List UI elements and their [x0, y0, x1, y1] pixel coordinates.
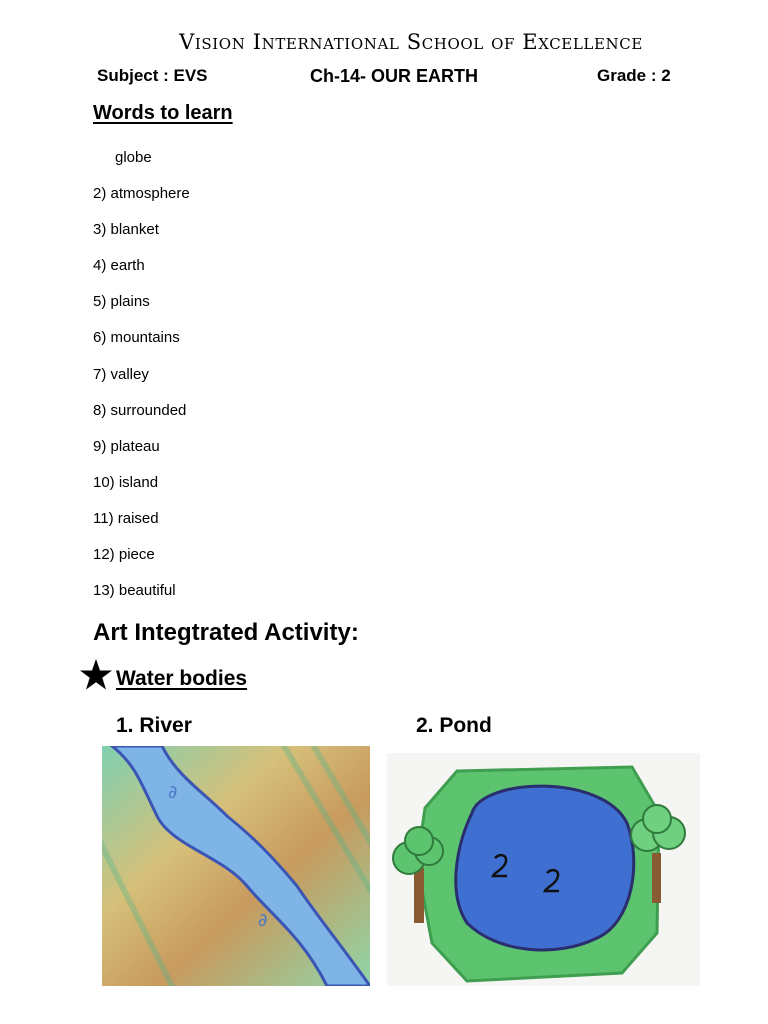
- word-item: globe: [115, 149, 152, 166]
- star-icon: [79, 658, 113, 692]
- word-item: 2) atmosphere: [93, 185, 190, 203]
- pond-label: 2. Pond: [416, 714, 492, 737]
- word-item: 4) earth: [93, 257, 145, 275]
- school-name: Vision International School of Excellence: [179, 30, 643, 54]
- word-item: 12) piece: [93, 546, 155, 564]
- grade-label: Grade : 2: [597, 66, 671, 85]
- word-item: 13) beautiful: [93, 582, 176, 600]
- word-item: 3) blanket: [93, 221, 159, 239]
- river-label: 1. River: [116, 714, 192, 737]
- word-item: 5) plains: [93, 293, 150, 311]
- pond-drawing: [387, 753, 700, 986]
- chapter-title: Ch-14- OUR EARTH: [310, 66, 479, 86]
- word-item: 9) plateau: [93, 437, 160, 455]
- svg-text:∂: ∂: [168, 782, 178, 803]
- word-item: 8) surrounded: [93, 401, 187, 419]
- art-activity-heading: Art Integtrated Activity:: [93, 619, 359, 646]
- word-list: [93, 148, 190, 617]
- word-item: 6) mountains: [93, 329, 180, 347]
- svg-text:∂: ∂: [258, 910, 268, 931]
- water-bodies-heading: Water bodies: [116, 667, 248, 690]
- river-drawing: [102, 746, 370, 986]
- word-item: 11) raised: [93, 509, 159, 527]
- word-item: 7) valley: [93, 365, 149, 383]
- subject-label: Subject : EVS: [97, 66, 208, 85]
- words-to-learn-heading: Words to learn: [93, 102, 233, 124]
- word-item: 10) island: [93, 473, 159, 491]
